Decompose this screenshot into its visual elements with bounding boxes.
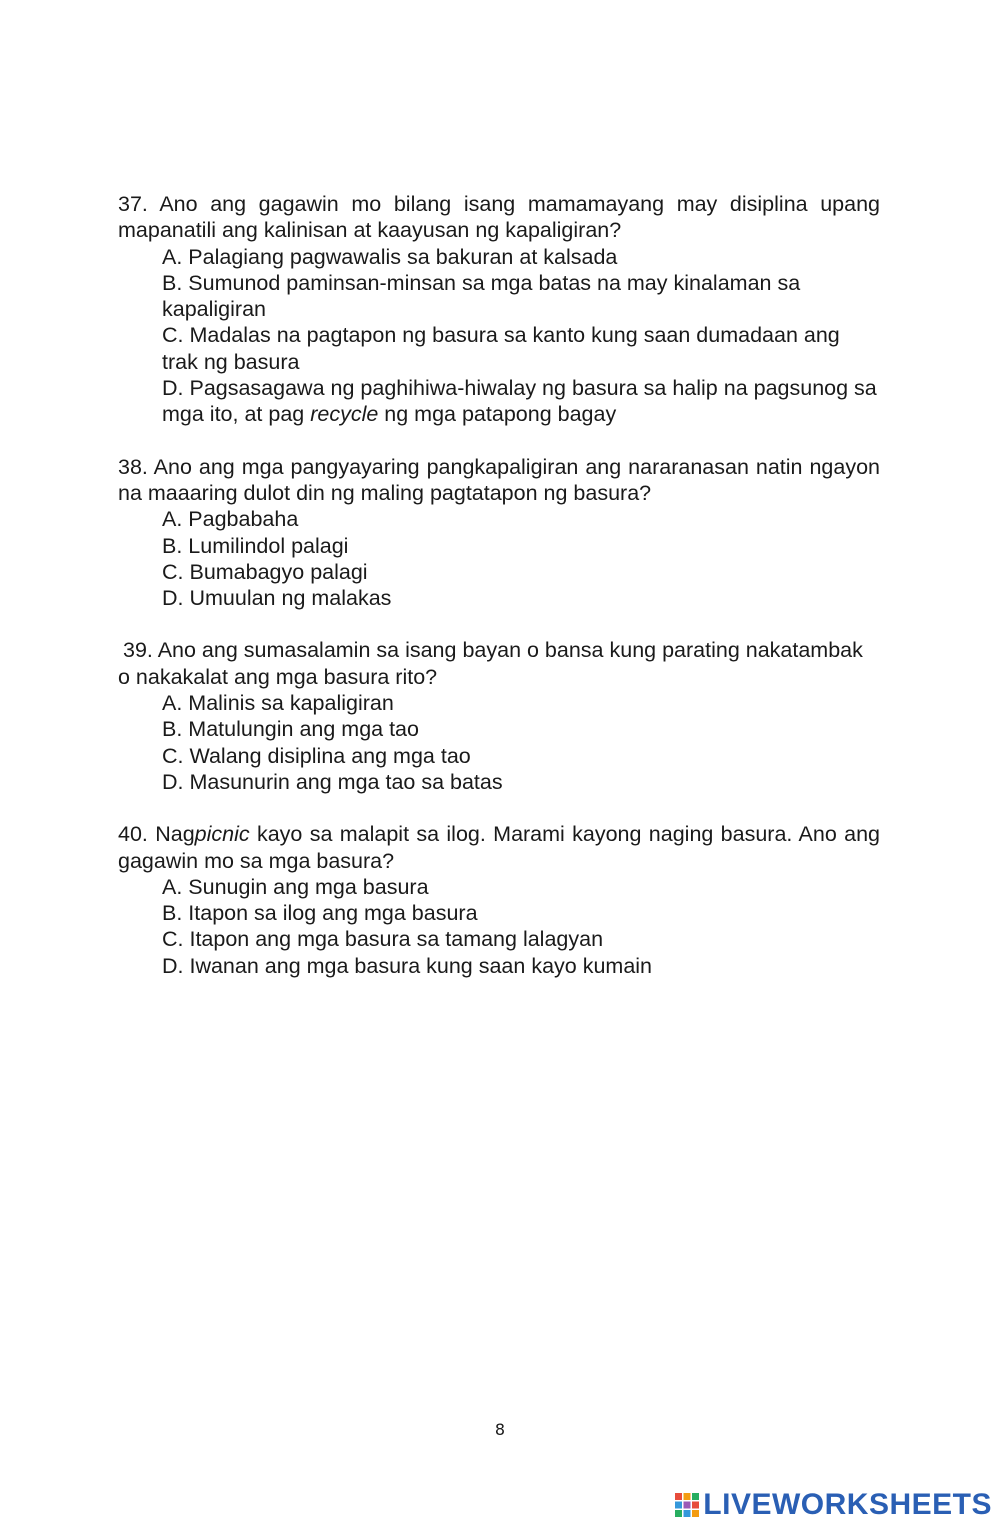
question-text-end: kayo sa malapit sa ilog. Marami kayong naging basura. Ano ang gagawin mo sa mga basura? [118, 822, 880, 873]
option-d[interactable]: D. Iwanan ang mga basura kung saan kayo kumain [162, 953, 653, 978]
question-stem [118, 191, 880, 244]
question-text: Ano ang mga pangyayaring pangkapaligiran ang nararanasan natin ngayon na maaaring dulot din ng maling pagtatapon ng basura? [118, 454, 880, 505]
liveworksheets-logo-icon [674, 1492, 700, 1518]
answer-options [118, 874, 880, 979]
option-d-italic: recycle [310, 402, 379, 427]
option-b[interactable]: B. Lumilindol palagi [162, 533, 349, 558]
answer-options [118, 690, 880, 795]
option-a[interactable]: A. Malinis sa kapaligiran [162, 691, 394, 716]
question-text-italic: picnic [194, 822, 250, 847]
question-text: Ano ang gagawin mo bilang isang mamamayang may disiplina upang mapanatili ang kalinisan at kaayusan ng kapaligiran? [118, 192, 881, 243]
question-text-start: Nag [155, 822, 195, 847]
option-d[interactable]: D. Umuulan ng malakas [162, 586, 392, 611]
question-text: Ano ang sumasalamin sa isang bayan o bansa kung parating nakatambak o nakakalat ang mga basura rito? [118, 638, 863, 689]
option-d[interactable]: D. Masunurin ang mga tao sa batas [162, 769, 503, 794]
question-stem [118, 821, 880, 874]
option-b[interactable]: B. Matulungin ang mga tao [162, 717, 419, 742]
question-39 [118, 637, 880, 795]
question-37 [118, 191, 880, 428]
option-b[interactable]: B. Sumunod paminsan-minsan sa mga batas na may kinalaman sa kapaligiran [162, 270, 801, 322]
option-c[interactable]: C. Madalas na pagtapon ng basura sa kanto kung saan dumadaan ang trak ng basura [162, 323, 840, 374]
answer-options [118, 506, 880, 611]
option-c[interactable]: C. Itapon ang mga basura sa tamang lalagyan [162, 927, 604, 952]
option-c[interactable]: C. Walang disiplina ang mga tao [162, 743, 471, 768]
question-40 [118, 821, 880, 979]
option-d-text: D. Pagsasagawa ng paghihiwa-hiwalay ng basura sa halip na pagsunog sa mga ito, at pag [162, 376, 877, 427]
liveworksheets-brand[interactable] [674, 1488, 992, 1522]
brand-name: LIVEWORKSHEETS [703, 1488, 992, 1521]
option-a[interactable]: A. Palagiang pagwawalis sa bakuran at kalsada [162, 244, 618, 269]
answer-options [118, 244, 880, 428]
question-38 [118, 454, 880, 612]
question-number: 39. [123, 638, 153, 663]
question-stem [118, 454, 880, 507]
question-number: 40. [118, 822, 148, 847]
option-b[interactable]: B. Itapon sa ilog ang mga basura [162, 901, 478, 926]
option-d-text-end: ng mga patapong bagay [378, 402, 617, 427]
question-number: 38. [118, 454, 148, 479]
option-a[interactable]: A. Sunugin ang mga basura [162, 874, 429, 899]
option-d[interactable] [162, 375, 880, 428]
option-c[interactable]: C. Bumabagyo palagi [162, 559, 368, 584]
question-number: 37. [118, 192, 148, 216]
option-a[interactable]: A. Pagbabaha [162, 507, 299, 532]
worksheet-content [118, 191, 880, 1005]
page-number: 8 [494, 1420, 506, 1439]
question-stem [118, 637, 880, 690]
